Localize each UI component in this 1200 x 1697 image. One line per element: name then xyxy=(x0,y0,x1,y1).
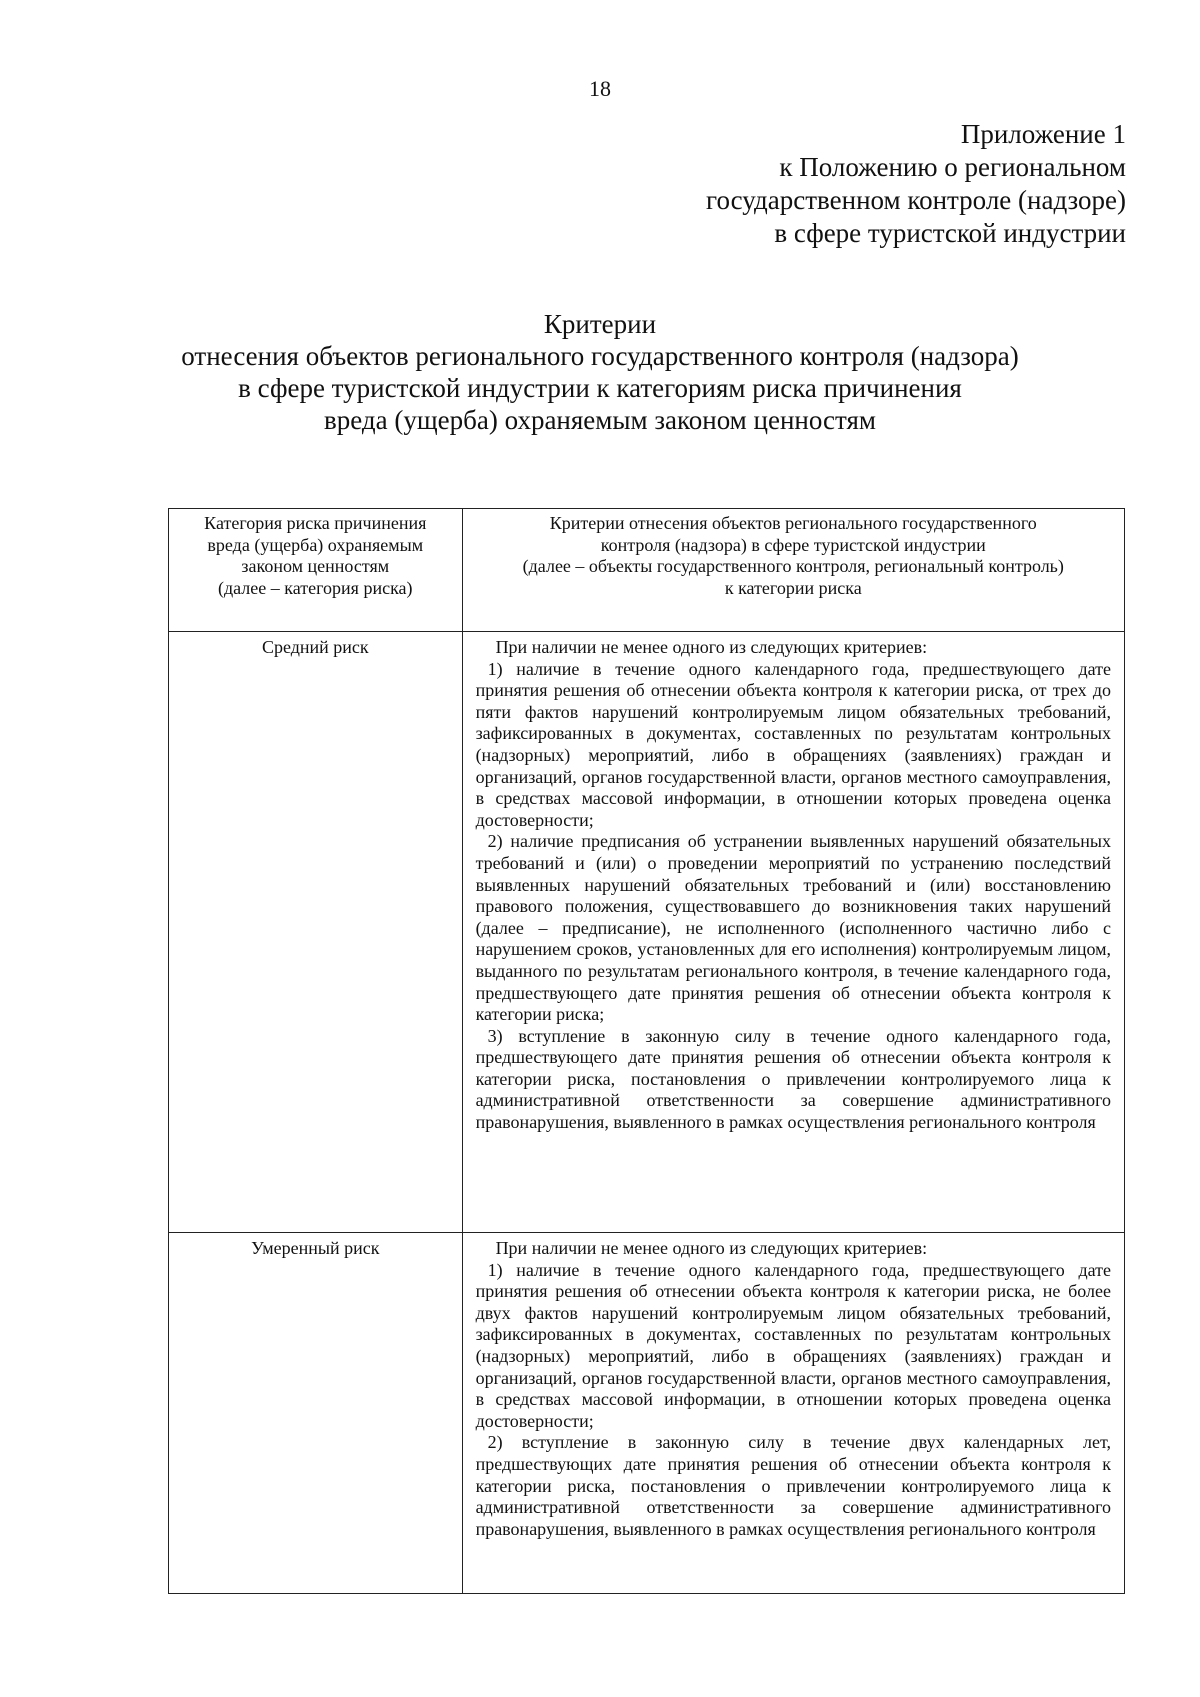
appendix-line: Приложение 1 xyxy=(960,119,1126,149)
criteria-item: 1) наличие в течение одного календарного года, предшествующего дате принятия решения об отнесении объекта контроля к категории риска, от трех до пяти фактов нарушений контролируемым лицом обязательных требований, зафиксированных в документах, составленных по результатам контрольных (надзорных) мероприятий, либо в обращениях (заявлениях) граждан и организаций, органов государственной власти, органов местного самоуправления, в средствах массовой информации, в отношении которых проведена оценка достоверности; xyxy=(475,658,1111,830)
table-row-medium-risk xyxy=(169,632,1125,1233)
appendix-line: к Положению о региональном xyxy=(779,152,1126,182)
criteria-table xyxy=(168,508,1125,1594)
criteria-item: 3) вступление в законную силу в течение одного календарного года, предшествующего дате принятия решения об отнесении объекта контроля к категории риска, постановления о привлечении контролируемого лица к административной ответственности за совершение административного правонарушения, выявленного в рамках осуществления регионального контроля xyxy=(475,1025,1111,1133)
table-row-moderate-risk xyxy=(169,1233,1125,1594)
appendix-line: в сфере туристской индустрии xyxy=(774,218,1126,248)
appendix-reference xyxy=(706,118,1126,250)
header-criteria-line: контроля (надзора) в сфере туристской индустрии xyxy=(600,534,986,555)
header-criteria-line: (далее – объекты государственного контроля, региональный контроль) xyxy=(522,556,1064,577)
title-subtitle-line: вреда (ущерба) охраняемым законом ценностям xyxy=(324,405,876,435)
header-criteria-line: к категории риска xyxy=(724,577,862,598)
criteria-item: 1) наличие в течение одного календарного года, предшествующего дате принятия решения об отнесении объекта контроля к категории риска, не более двух фактов нарушений контролируемым лицом обязательных требований, зафиксированных в документах, составленных по результатам контрольных (надзорных) мероприятий, либо в обращениях (заявлениях) граждан и организаций, органов государственной власти, органов местного самоуправления, в средствах массовой информации, в отношении которых проведена оценка достоверности; xyxy=(475,1259,1111,1431)
document-title xyxy=(0,308,1200,436)
header-criteria-cell xyxy=(462,509,1124,632)
risk-category-cell: Умеренный риск xyxy=(169,1233,463,1594)
header-category-line: (далее – категория риска) xyxy=(218,577,413,598)
header-criteria-line: Критерии отнесения объектов регионального государственного xyxy=(549,513,1037,533)
page-number: 18 xyxy=(589,76,611,101)
header-category-line: законом ценностям xyxy=(241,556,390,577)
header-category-line: вреда (ущерба) охраняемым xyxy=(207,534,424,555)
risk-criteria-cell xyxy=(462,1233,1124,1594)
criteria-item: 2) вступление в законную силу в течение двух календарных лет, предшествующих дате принятия решения об отнесении объекта контроля к категории риска, постановления о привлечении контролируемого лица к административной ответственности за совершение административного правонарушения, выявленного в рамках осуществления регионального контроля xyxy=(475,1432,1111,1539)
appendix-line: государственном контроле (надзоре) xyxy=(706,185,1126,215)
risk-category-cell: Средний риск xyxy=(169,632,463,1233)
header-category-cell xyxy=(169,509,463,632)
title-subtitle-line: в сфере туристской индустрии к категориям риска причинения xyxy=(238,373,962,403)
criteria-intro: При наличии не менее одного из следующих критериев: xyxy=(495,1238,928,1258)
header-category-line: Категория риска причинения xyxy=(204,513,427,533)
criteria-intro: При наличии не менее одного из следующих критериев: xyxy=(495,637,928,657)
title-heading: Критерии xyxy=(543,309,657,339)
table-header-row xyxy=(169,509,1125,632)
risk-criteria-cell xyxy=(462,632,1124,1233)
title-subtitle-line: отнесения объектов регионального государственного контроля (надзора) xyxy=(181,341,1019,371)
criteria-item: 2) наличие предписания об устранении выявленных нарушений обязательных требований и (или) о проведении мероприятий по устранению последствий выявленных нарушений обязательных требований и (или) восстановлению правового положения, существовавшего до возникновения таких нарушений (далее – предписание), не исполненного (исполненного частично либо с нарушением сроков, установленных для его исполнения) контролируемым лицом, выданного по результатам регионального контроля, в течение календарного года, предшествующего дате принятия решения об отнесении объекта контроля к категории риска; xyxy=(475,831,1111,1025)
